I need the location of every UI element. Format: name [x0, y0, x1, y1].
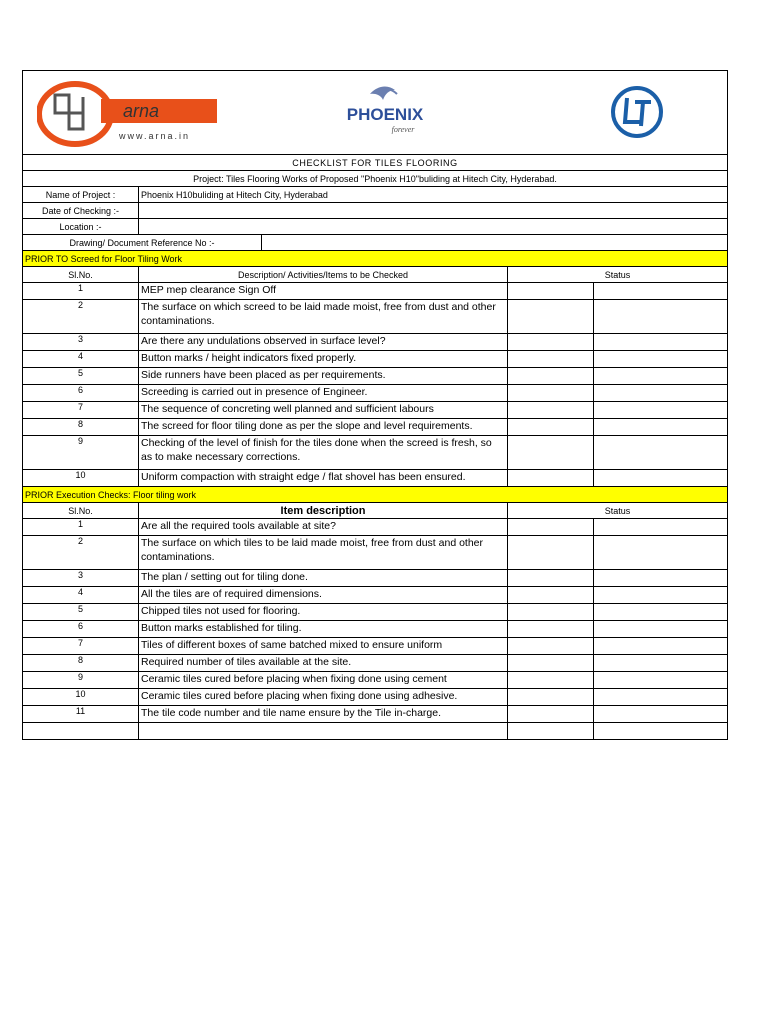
checklist-row — [23, 283, 728, 300]
row-status-b[interactable] — [594, 689, 728, 706]
project-line: Project: Tiles Flooring Works of Proposed "Phoenix H10"buliding at Hitech City, Hyderabad. — [23, 171, 728, 187]
checklist-row — [23, 604, 728, 621]
blank-cell[interactable] — [508, 723, 594, 740]
row-description: Ceramic tiles cured before placing when fixing done using adhesive. — [139, 689, 508, 706]
row-number: 11 — [23, 706, 139, 723]
checklist-row — [23, 519, 728, 536]
row-status-b[interactable] — [594, 402, 728, 419]
date-of-checking-value — [139, 203, 728, 219]
row-status-b[interactable] — [594, 638, 728, 655]
row-status-a[interactable] — [508, 419, 594, 436]
section1-heading: PRIOR TO Screed for Floor Tiling Work — [23, 251, 728, 267]
arna-url: www.arna.in — [119, 131, 191, 141]
row-number: 1 — [23, 283, 139, 300]
row-description: Are all the required tools available at site? — [139, 519, 508, 536]
row-description: Side runners have been placed as per requirements. — [139, 368, 508, 385]
row-description: MEP mep clearance Sign Off — [139, 283, 508, 300]
checklist-row — [23, 638, 728, 655]
row-number: 10 — [23, 689, 139, 706]
arna-logo-cell — [23, 71, 262, 155]
checklist-title: CHECKLIST FOR TILES FLOORING — [23, 155, 728, 171]
section2-heading: PRIOR Execution Checks: Floor tiling work — [23, 487, 728, 503]
row-status-a[interactable] — [508, 706, 594, 723]
checklist-table — [22, 70, 728, 740]
drawing-reference-value — [262, 235, 728, 251]
row-status-b[interactable] — [594, 536, 728, 570]
row-description: Tiles of different boxes of same batched mixed to ensure uniform — [139, 638, 508, 655]
row-description: The screed for floor tiling done as per the slope and level requirements. — [139, 419, 508, 436]
row-status-a[interactable] — [508, 283, 594, 300]
row-status-b[interactable] — [594, 672, 728, 689]
row-status-b[interactable] — [594, 470, 728, 487]
checklist-row — [23, 300, 728, 334]
row-number: 3 — [23, 570, 139, 587]
row-status-a[interactable] — [508, 368, 594, 385]
blank-cell — [139, 723, 508, 740]
blank-cell — [23, 723, 139, 740]
row-status-b[interactable] — [594, 604, 728, 621]
row-number: 6 — [23, 385, 139, 402]
row-number: 8 — [23, 655, 139, 672]
row-status-a[interactable] — [508, 604, 594, 621]
row-status-b[interactable] — [594, 587, 728, 604]
row-status-b[interactable] — [594, 300, 728, 334]
row-description: Uniform compaction with straight edge / flat shovel has been ensured. — [139, 470, 508, 487]
checklist-row — [23, 621, 728, 638]
row-status-a[interactable] — [508, 402, 594, 419]
checklist-row — [23, 587, 728, 604]
lt-logo — [607, 82, 667, 142]
name-of-project-label: Name of Project : — [23, 187, 139, 203]
row-number: 9 — [23, 672, 139, 689]
phoenix-tagline: forever — [391, 124, 414, 134]
drawing-reference-label: Drawing/ Document Reference No :- — [23, 235, 262, 251]
row-status-b[interactable] — [594, 436, 728, 470]
row-status-a[interactable] — [508, 536, 594, 570]
row-number: 3 — [23, 334, 139, 351]
blank-row — [23, 723, 728, 740]
location-label: Location :- — [23, 219, 139, 235]
row-number: 7 — [23, 638, 139, 655]
row-description: Chipped tiles not used for flooring. — [139, 604, 508, 621]
row-status-a[interactable] — [508, 436, 594, 470]
row-number: 4 — [23, 351, 139, 368]
section2-col-status: Status — [508, 503, 728, 519]
row-number: 9 — [23, 436, 139, 470]
section2-col-description: Item description — [139, 503, 508, 519]
row-status-a[interactable] — [508, 638, 594, 655]
row-description: The plan / setting out for tiling done. — [139, 570, 508, 587]
phoenix-logo-text: PHOENIX — [346, 104, 423, 124]
row-number: 2 — [23, 536, 139, 570]
row-status-a[interactable] — [508, 655, 594, 672]
arna-logo — [37, 77, 237, 147]
checklist-row — [23, 706, 728, 723]
row-description: All the tiles are of required dimensions. — [139, 587, 508, 604]
section1-col-slno: Sl.No. — [23, 267, 139, 283]
row-description: Required number of tiles available at the site. — [139, 655, 508, 672]
checklist-row — [23, 419, 728, 436]
location-value — [139, 219, 728, 235]
row-status-a[interactable] — [508, 385, 594, 402]
row-status-a[interactable] — [508, 300, 594, 334]
row-number: 5 — [23, 368, 139, 385]
checklist-row — [23, 334, 728, 351]
date-of-checking-label: Date of Checking :- — [23, 203, 139, 219]
row-description: Are there any undulations observed in surface level? — [139, 334, 508, 351]
blank-cell[interactable] — [594, 723, 728, 740]
row-description: Button marks / height indicators fixed properly. — [139, 351, 508, 368]
phoenix-logo — [325, 82, 445, 142]
row-description: Ceramic tiles cured before placing when fixing done using cement — [139, 672, 508, 689]
section1-col-description: Description/ Activities/Items to be Checked — [139, 267, 508, 283]
row-status-b[interactable] — [594, 351, 728, 368]
row-description: The tile code number and tile name ensure by the Tile in-charge. — [139, 706, 508, 723]
checklist-row — [23, 536, 728, 570]
row-number: 1 — [23, 519, 139, 536]
row-status-b[interactable] — [594, 570, 728, 587]
section1-col-status: Status — [508, 267, 728, 283]
checklist-row — [23, 470, 728, 487]
row-status-b[interactable] — [594, 283, 728, 300]
row-description: The surface on which screed to be laid made moist, free from dust and other contaminations. — [139, 300, 508, 334]
row-status-a[interactable] — [508, 689, 594, 706]
row-status-b[interactable] — [594, 419, 728, 436]
lt-logo-cell — [508, 71, 728, 155]
phoenix-logo-cell — [262, 71, 508, 155]
row-status-a[interactable] — [508, 351, 594, 368]
row-status-a[interactable] — [508, 519, 594, 536]
row-status-a[interactable] — [508, 334, 594, 351]
row-status-a[interactable] — [508, 621, 594, 638]
lt-logo-text: LT — [607, 81, 609, 83]
row-description: Button marks established for tiling. — [139, 621, 508, 638]
row-status-a[interactable] — [508, 470, 594, 487]
checklist-row — [23, 402, 728, 419]
row-number: 7 — [23, 402, 139, 419]
row-number: 8 — [23, 419, 139, 436]
row-description: The surface on which tiles to be laid made moist, free from dust and other contaminations. — [139, 536, 508, 570]
checklist-row — [23, 570, 728, 587]
name-of-project-value: Phoenix H10buliding at Hitech City, Hyderabad — [139, 187, 728, 203]
row-status-b[interactable] — [594, 334, 728, 351]
row-status-b[interactable] — [594, 385, 728, 402]
row-status-a[interactable] — [508, 570, 594, 587]
checklist-sheet — [22, 70, 727, 740]
arna-logo-text: arna — [123, 101, 160, 121]
row-description: Screeding is carried out in presence of Engineer. — [139, 385, 508, 402]
row-description: Checking of the level of finish for the tiles done when the screed is fresh, so as to make necessary corrections. — [139, 436, 508, 470]
row-number: 5 — [23, 604, 139, 621]
checklist-row — [23, 351, 728, 368]
row-number: 4 — [23, 587, 139, 604]
row-number: 10 — [23, 470, 139, 487]
row-status-b[interactable] — [594, 655, 728, 672]
checklist-row — [23, 368, 728, 385]
row-status-a[interactable] — [508, 672, 594, 689]
checklist-row — [23, 385, 728, 402]
row-status-a[interactable] — [508, 587, 594, 604]
section2-col-slno: Sl.No. — [23, 503, 139, 519]
row-status-b[interactable] — [594, 368, 728, 385]
row-status-b[interactable] — [594, 706, 728, 723]
checklist-row — [23, 436, 728, 470]
row-number: 2 — [23, 300, 139, 334]
row-status-b[interactable] — [594, 621, 728, 638]
row-number: 6 — [23, 621, 139, 638]
checklist-row — [23, 672, 728, 689]
row-description: The sequence of concreting well planned and sufficient labours — [139, 402, 508, 419]
checklist-row — [23, 689, 728, 706]
row-status-b[interactable] — [594, 519, 728, 536]
checklist-row — [23, 655, 728, 672]
